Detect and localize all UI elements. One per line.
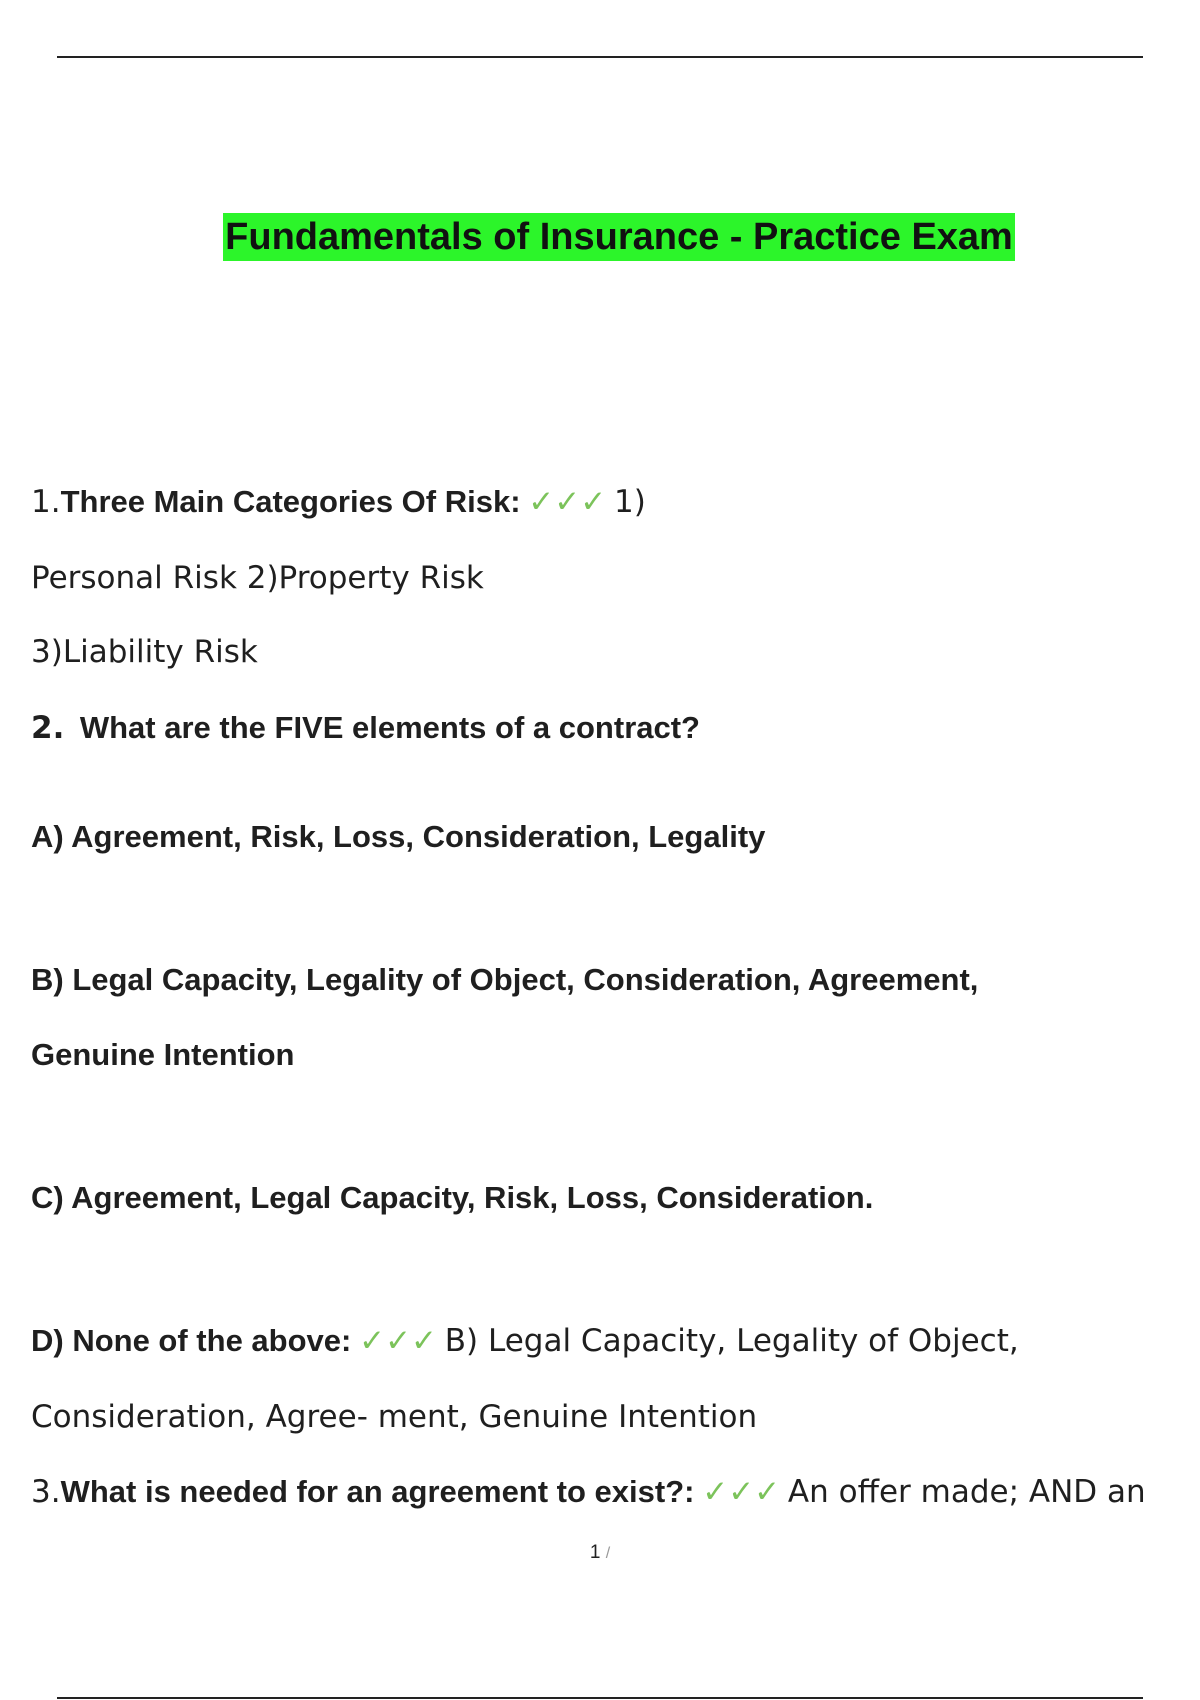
question-2-option-a: A) Agreement, Risk, Loss, Consideration, Legality bbox=[31, 819, 766, 854]
question-2 bbox=[31, 708, 700, 748]
question-2-option-b-line-1: B) Legal Capacity, Legality of Object, Consideration, Agreement, bbox=[31, 962, 979, 997]
checkmark-icon: ✓✓✓ bbox=[528, 484, 607, 520]
question-2-number: 2. bbox=[31, 710, 65, 746]
question-3-answer-start: An offer made; AND an bbox=[787, 1474, 1146, 1510]
document-title bbox=[0, 213, 1200, 261]
question-1 bbox=[31, 482, 646, 522]
page-separator: / bbox=[605, 1545, 611, 1562]
bottom-rule bbox=[57, 1697, 1143, 1699]
checkmark-icon: ✓✓✓ bbox=[702, 1474, 781, 1510]
question-1-text: Three Main Categories Of Risk: bbox=[60, 484, 521, 519]
question-3 bbox=[31, 1472, 1146, 1512]
question-1-number: 1. bbox=[31, 484, 61, 520]
question-1-answer-line-2: Personal Risk 2)Property Risk bbox=[31, 560, 484, 596]
question-2-answer-line-1: B) Legal Capacity, Legality of Object, bbox=[444, 1323, 1019, 1359]
question-2-answer-line-2: Consideration, Agree- ment, Genuine Intention bbox=[31, 1399, 758, 1435]
page-number-value: 1 bbox=[589, 1542, 601, 1563]
question-1-answer-line-3: 3)Liability Risk bbox=[31, 634, 258, 670]
checkmark-icon: ✓✓✓ bbox=[359, 1323, 438, 1359]
question-3-text: What is needed for an agreement to exist?: bbox=[60, 1474, 695, 1509]
question-2-option-b-line-2: Genuine Intention bbox=[31, 1037, 295, 1072]
question-3-number: 3. bbox=[31, 1474, 61, 1510]
top-rule bbox=[57, 56, 1143, 58]
question-2-option-d-text: D) None of the above: bbox=[31, 1323, 352, 1358]
question-2-text: What are the FIVE elements of a contract? bbox=[79, 710, 700, 745]
question-2-option-c: C) Agreement, Legal Capacity, Risk, Loss, Consideration. bbox=[31, 1180, 874, 1215]
question-2-option-d bbox=[31, 1321, 1019, 1361]
question-1-answer-start: 1) bbox=[613, 484, 646, 520]
document-title-text: Fundamentals of Insurance - Practice Exam bbox=[223, 213, 1015, 261]
page-number bbox=[0, 1542, 1200, 1564]
